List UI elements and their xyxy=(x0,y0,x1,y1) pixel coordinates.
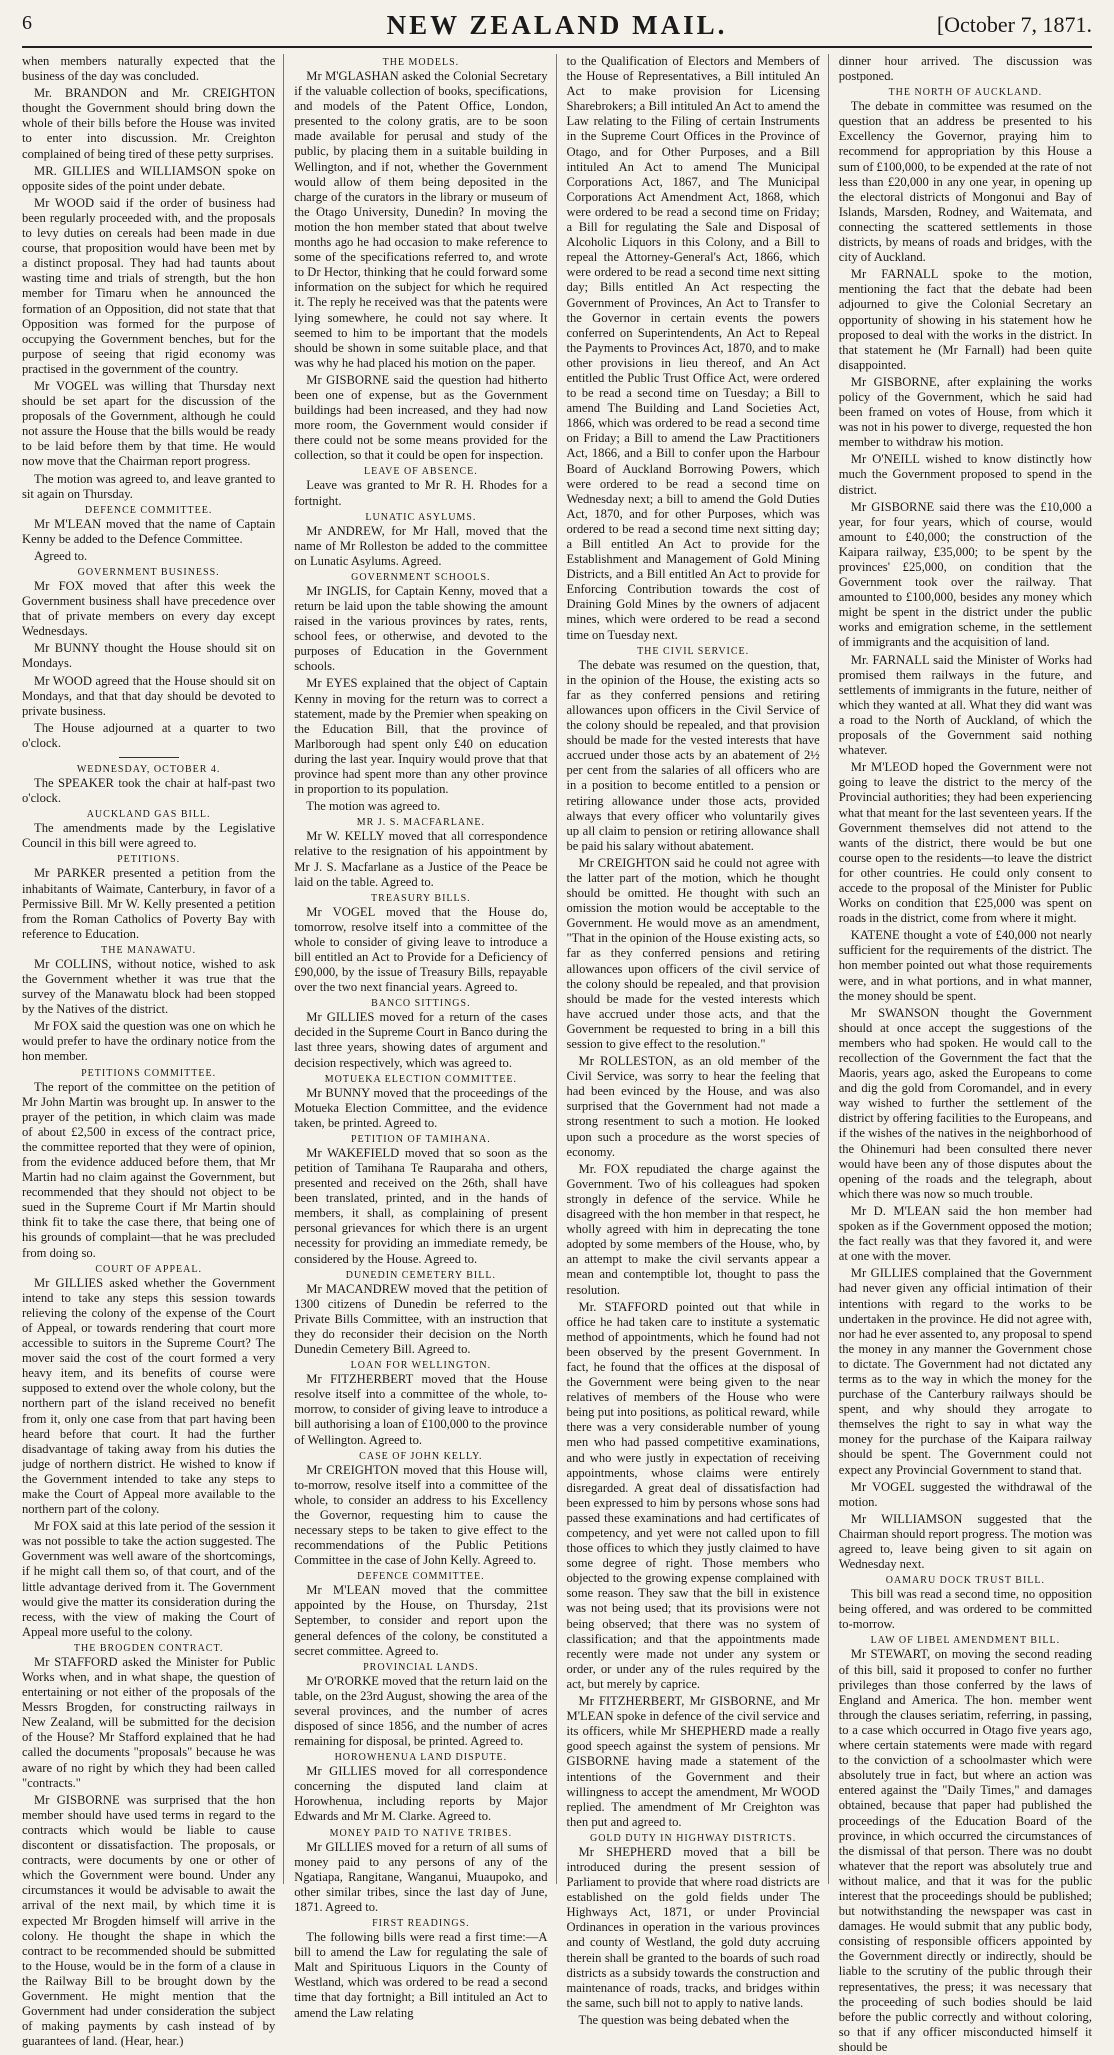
article-paragraph: The following bills were read a first time:—A bill to amend the Law for regulating the sale of Malt and Spirituous Liquors in the County of Westland, which was ordered to be read a second time that day fortnight; a Bill intituled an Act to amend the Law relating xyxy=(294,1930,548,2020)
article-paragraph: Mr O'NEILL wished to know distinctly how much the Government proposed to spend in the district. xyxy=(838,452,1092,497)
article-paragraph: The amendments made by the Legislative Council in this bill were agreed to. xyxy=(22,821,276,851)
article-paragraph: MR. GILLIES and WILLIAMSON spoke on opposite sides of the point under debate. xyxy=(22,163,276,193)
article-paragraph: Mr GISBORNE said there was the £10,000 a year, for four years, which of course, would amount to £40,000; the construction of the Kaipara railway, £35,000; to be spent by the provinces' £25,000, on condition that the Government took over the railway. That amounted to £100,000, besides any money which might be spent in the district under the public works and emigration scheme, in the settlement of immigrants and the acquisition of land. xyxy=(838,499,1092,650)
section-heading: LOAN FOR WELLINGTON. xyxy=(350,1360,492,1372)
article-paragraph: Mr WOOD agreed that the House should sit on Mondays, and that that day should be devoted to private business. xyxy=(22,673,276,718)
section-heading: GOLD DUTY IN HIGHWAY DISTRICTS. xyxy=(589,1832,797,1844)
article-paragraph: Mr VOGEL was willing that Thursday next should be set apart for the discussion of the proposals of the Government, although he could not assure the House that the bills would be ready to be laid before them by that time. He would now move that the Chairman report progress. xyxy=(22,378,276,469)
section-heading: LAW OF LIBEL AMENDMENT BILL. xyxy=(870,1635,1061,1647)
section-heading: THE CIVIL SERVICE. xyxy=(637,645,750,657)
article-paragraph: Mr W. KELLY moved that all correspondence relative to the resignation of his appointment by Mr J. S. Macfarlane as a Justice of the Peace be laid on the table. Agreed to. xyxy=(294,829,548,889)
article-paragraph: Mr D. M'LEAN said the hon member had spoken as if the Government opposed the motion; the fact really was that they favored it, and were at one with the mover. xyxy=(838,1203,1092,1264)
article-paragraph: Mr VOGEL suggested the withdrawal of the motion. xyxy=(838,1479,1092,1509)
issue-date: [October 7, 1871. xyxy=(936,12,1092,37)
section-heading: PETITIONS. xyxy=(117,854,181,866)
section-heading: THE MODELS. xyxy=(382,57,460,68)
article-paragraph: to the Qualification of Electors and Members of the House of Representatives, a Bill intituled An Act to make provision for Licensing Sharebrokers; a Bill intituled An Act to amend the Law relating to the Filing of certain Instruments in the Supreme Court Offices in the Province of Otago, and for Other Purposes, and a Bill intituled An Act to amend The Municipal Corporations Act, 1867, and The Municipal Corporations Act Amendment Act, 1868, which were ordered to be read a second time on Friday; a Bill for regulating the Sale and Disposal of Alcoholic Liquors in this Colony, and a Bill to repeal the Attorney-General's Act, 1866, which were ordered to be read a second time next sitting day; Bills entitled An Act respecting the Government of Provinces, An Act to Transfer to the Governor in certain events the powers conferred on Superintendents, An Act to Repeal the Payments to Provinces Act, 1870, and to make other provisions in lieu thereof, and An Act entitled the Public Trust Office Act, were ordered to be read a second time on Tuesday; a Bill to amend The Building and Land Societies Act, 1866, which was ordered to be read a second time on Friday; a Bill to amend the Law Practitioners Act, 1866, and a Bill to confer upon the Harbour Board of Auckland Borrowing Powers, which were ordered to be read a second time on Wednesday next; a bill to amend the Gold Duties Act, 1870, and for other Purposes, which was ordered to be read a second time next sitting day; a Bill entitled An Act to provide for the Establishment and Management of Gold Mining Districts, and a Bill entitled An Act to provide for Enforcing Contribution towards the cost of Draining Gold Mines by the owners of adjacent mines, which were ordered to be read a second time on Tuesday next. xyxy=(566,54,820,642)
column-3 xyxy=(566,54,829,2027)
section-heading: COURT OF APPEAL. xyxy=(95,1263,202,1275)
section-heading: GOVERNMENT BUSINESS. xyxy=(77,567,220,578)
article-paragraph: The debate was resumed on the question, that, in the opinion of the House, the existing acts so far as they conferred pensions and retiring allowances upon officers in the Civil Service of the colony should be repealed, and that provision should be made for the vested interests that have accrued under those acts by an abatement of 2½ per cent from the salaries of all officers who are in a position to become entitled to a pension or retiring allowance under those acts, provided always that every officer who voluntarily gives up all claim to pension or retiring allowance shall be paid his salary without abatement. xyxy=(566,657,820,853)
article-paragraph: Mr GILLIES complained that the Government had never given any official intimation of their intentions with regard to the works to be undertaken in the province. He did not agree with, nor had he ever assented to, any proposal to spend the money in any manner the Government chose to dictate. The Government had not dictated any terms as to the way in which the money for the purchase of the Canterbury railways should be spent, and why should they arrogate to themselves the right to say in what way the money for the purchase of the Kaipara railway should be spent. The Government could not expect any Provincial Government to stand that. xyxy=(838,1266,1092,1477)
article-paragraph: Mr M'LEOD hoped the Government were not going to leave the district to the mercy of the Provincial authorities; they had been experiencing what that meant for the last seventeen years. If the Government themselves did not attend to the wants of the district, there would be but one course open to the residents—to leave the district for other countries. He could only consent to accede to the proposal of the Minister for Public Works on condition that £25,000 was spent on roads in the district, come from where it might. xyxy=(838,760,1092,926)
article-paragraph: Leave was granted to Mr R. H. Rhodes for a fortnight. xyxy=(294,478,548,508)
section-heading: BANCO SITTINGS. xyxy=(371,998,471,1010)
article-paragraph: Mr STEWART, on moving the second reading of this bill, said it proposed to confer no further privileges than those conferred by the laws of England and America. The hon. member went through the clauses seriatim, referring, in passing, to a case which occurred in Otago five years ago, where certain statements were made with regard to the conviction of a schoolmaster which were absolutely true in fact, but where an action was entered against the "Daily Times," and damages obtained, because that paper had published the proceedings of the Education Board of the province, in which occurred the circumstances of the dismissal of that person. There was no doubt whatever that the report was absolutely true and without malice, and that it was for the public interest that the proceedings should be published; but notwithstanding the newspaper was cast in damages. He would submit that any public body, consisting of responsible officers appointed by the Government directly or indirectly, should be liable to the scrutiny of the public through their representatives, the press; it was necessary that the proceeding of such bodies should be laid before the public correctly and without coloring, so that if any officer misconducted himself it should be xyxy=(838,1647,1092,2054)
section-heading: THE BROGDEN CONTRACT. xyxy=(73,1642,224,1654)
article-paragraph: The question was being debated when the xyxy=(578,2012,790,2027)
article-paragraph: Mr. STAFFORD pointed out that while in office he had taken care to institute a systematic method of appointments, which he found had not been observed by the present Government. In fact, he found that the offices at the disposal of the Government were being given to the near relatives of members of the House who were being put into positions, as political reward, while there was a very considerable number of young men who had passed competitive examinations, and who were justly in expectation of receiving appointments, whose claims were entirely disregarded. A great deal of dissatisfaction had been expressed to him by persons whose sons had passed these examinations and had certificates of competency, and yet were not called upon to fill those offices to which they justly claimed to have some degree of right. Those members who objected to the growing expense complained with some reason. They saw that the bill in existence was not being used; that its provisions were not being observed; that there was no system of classification; and that the appointments made recently were made not under any system or order, or under any of the rules required by the act, but merely by caprice. xyxy=(566,1299,820,1691)
article-paragraph: Mr WAKEFIELD moved that so soon as the petition of Tamihana Te Rauparaha and others, presented and received on the 26th, shall have been translated, printed, and in the hands of members, it shall, as complaining of present personal grievances for which there is an urgent necessity for providing an immediate remedy, be considered by the House. Agreed to. xyxy=(294,1145,548,1266)
article-paragraph: dinner hour arrived. The discussion was postponed. xyxy=(838,54,1092,84)
section-divider xyxy=(119,757,179,758)
article-paragraph: Mr GILLIES asked whether the Government intend to take any steps this session towards relieving the colony of the expense of the Court of Appeal, or towards rendering that court more accessible to suitors in the Supreme Court? The mover said the cost of the court formed a very heavy item, and its benefits of course were supposed to extend over the whole colony, but the northern part of the island received no benefit from it, only one case from that part having been heard before that court. It had the further disadvantage of taking away from his duties the judge of northern district. He wished to know if the Government intended to take any steps to make the Court of Appeal more available to the northern part of the colony. xyxy=(22,1275,276,1517)
section-heading: DEFENCE COMMITTEE. xyxy=(357,1571,485,1583)
column-4 xyxy=(838,54,1092,2054)
article-paragraph: Mr FOX moved that after this week the Government business shall have precedence over that of private members on every day except Wednesdays. xyxy=(22,579,276,639)
article-paragraph: Mr FOX said the question was one on which he would prefer to have the ordinary notice from the hon member. xyxy=(22,1019,276,1064)
article-paragraph: Mr BUNNY moved that the proceedings of the Motueka Election Committee, and the evidence taken, be printed. Agreed to. xyxy=(294,1085,548,1130)
section-heading: DUNEDIN CEMETERY BILL. xyxy=(345,1269,496,1281)
section-heading: AUCKLAND GAS BILL. xyxy=(86,809,211,821)
section-heading: HOROWHENUA LAND DISPUTE. xyxy=(334,1752,508,1764)
article-paragraph: Mr MACANDREW moved that the petition of 1300 citizens of Dunedin be referred to the Private Bills Committee, with an instruction that they do reconsider their decision on the North Dunedin Cemetery Bill. Agreed to. xyxy=(294,1281,548,1357)
paper-title: NEW ZEALAND MAIL. xyxy=(386,10,728,40)
article-paragraph: Mr WILLIAMSON suggested that the Chairman should report progress. The motion was agreed to, leave being given to sit again on Wednesday next. xyxy=(838,1511,1092,1572)
section-heading: OAMARU DOCK TRUST BILL. xyxy=(885,1575,1046,1587)
article-paragraph: Mr VOGEL moved that the House do, tomorrow, resolve itself into a committee of the whole to consider of giving leave to introduce a bill entitled an Act to Provide for a Deficiency of £90,000, by the issue of Treasury Bills, repayable over the two next financial years. Agreed to. xyxy=(294,904,548,995)
section-heading: GOVERNMENT SCHOOLS. xyxy=(351,571,491,583)
article-columns xyxy=(22,54,1092,2054)
article-paragraph: Mr INGLIS, for Captain Kenny, moved that a return be laid upon the table showing the amount raised in the various provinces by rates, rents, school fees, or otherwise, and devoted to the purposes of Education in the Government schools. xyxy=(294,583,548,674)
section-heading: DEFENCE COMMITTEE. xyxy=(84,504,213,516)
article-paragraph: Mr STAFFORD asked the Minister for Public Works when, and in what shape, the question of entertaining or not either of the proposals of the Messrs Brogden, for constructing railways in New Zealand, will be submitted for the decision of the House? Mr Stafford explained that he had called the documents "proposals" because he was aware of no right by which they had been called "contracts." xyxy=(22,1654,276,1790)
column-1 xyxy=(22,54,284,2049)
article-paragraph: Mr M'LEAN moved that the name of Captain Kenny be added to the Defence Committee. xyxy=(22,516,276,546)
article-paragraph: Mr EYES explained that the object of Captain Kenny in moving for the return was to correct a statement, made by the Premier when speaking on the Education Bill, that the province of Marlborough had spent only £40 on education during the last year. Inquiry would prove that that province had spent more than any other province in proportion to its population. xyxy=(294,676,548,797)
article-paragraph: Mr FITZHERBERT, Mr GISBORNE, and Mr M'LEAN spoke in defence of the civil service and its officers, while Mr SHEPHERD made a really good speech against the system of pensions. Mr GISBORNE having made a statement of the intentions of the Government and their willingness to accept the amendment, Mr WOOD replied. The amendment of Mr Creighton was then put and agreed to. xyxy=(566,1694,820,1829)
section-heading: TREASURY BILLS. xyxy=(371,892,471,904)
article-paragraph: Mr CREIGHTON said he could not agree with the latter part of the motion, which he thought should be omitted. He thought with such an omission the motion would be acceptable to the Government. He would move as an amendment, "That in the opinion of the House existing acts, so far as they conferred pensions and retiring allowances upon officers of the civil service of the colony should be repealed, and that provision should be made for the vested interests which have accrued under those acts, and that the Government be requested to bring in a bill this session to give effect to the resolution." xyxy=(566,855,820,1051)
article-paragraph: Mr GISBORNE said the question had hitherto been one of expense, but as the Government buildings had been increased, and they had now more room, the Government would consider if there could not be some means provided for the collection, so that it could be open for inspection. xyxy=(294,372,548,463)
article-paragraph: when members naturally expected that the business of the day was concluded. xyxy=(22,54,276,84)
article-paragraph: Mr. BRANDON and Mr. CREIGHTON thought the Government should bring down the whole of their bills before the House was invited to enter into discussion. Mr. Creighton complained of being tired of these petty surprises. xyxy=(22,86,276,161)
section-heading: MOTUEKA ELECTION COMMITTEE. xyxy=(324,1073,517,1085)
article-paragraph: Mr. FARNALL said the Minister of Works had promised them railways in the future, and settlements of immigrants in the future, neither of which they wanted at all. What they did want was a road to the North of Auckland, of which the proposals of the Government said nothing whatever. xyxy=(838,652,1092,758)
page-number: 6 xyxy=(22,12,32,34)
section-heading: LUNATIC ASYLUMS. xyxy=(365,511,477,523)
article-paragraph: The motion was agreed to. xyxy=(306,799,441,814)
article-paragraph: Mr GILLIES moved for a return of the cases decided in the Supreme Court in Banco during the last three years, showing dates of argument and decision respectively, which was agreed to. xyxy=(294,1010,548,1070)
article-paragraph: KATENE thought a vote of £40,000 not nearly sufficient for the requirements of the district. The hon member pointed out what those requirements were, and in what portions, and in what manner, the money should be spent. xyxy=(838,928,1092,1003)
masthead xyxy=(22,10,1092,48)
article-paragraph: This bill was read a second time, no opposition being offered, and was ordered to be committed to-morrow. xyxy=(838,1587,1092,1632)
article-paragraph: Mr FARNALL spoke to the motion, mentioning the fact that the debate had been adjourned to give the Colonial Secretary an opportunity of showing in his statement how he proposed to deal with the works in the district. In that statement he (Mr Farnall) had been quite disappointed. xyxy=(838,267,1092,372)
article-paragraph: Mr SWANSON thought the Government should at once accept the suggestions of the members who had spoken. He would call to the recollection of the Government the fact that the Maoris, years ago, asked the Europeans to come and dig the gold from Coromandel, and in every way wished to further the settlement of the district by offering facilities to the Europeans, and if the wishes of the natives in the neighborhood of the Ohinemuri had been consulted there never would have been any of those disputes about the opening of the roads and the telegraph, about which there was now so much trouble. xyxy=(838,1005,1092,1201)
section-heading: PETITION OF TAMIHANA. xyxy=(351,1133,491,1145)
article-paragraph: Mr M'GLASHAN asked the Colonial Secretary if the valuable collection of books, specifications, and models of the Patent Office, London, presented to the colony gratis, are to be soon made available for perusal and study of the public, by placing them in a suitable building in Wellington, and if not, whether the Government would allow of them being deposited in the charge of the curators in the library or museum of the Otago University, Dunedin? In moving the motion the hon member stated that about twelve months ago he had occasion to make reference to some of the specifications referred to, and wrote to Dr Hector, thinking that he could forward some information on the subject for which he required it. The reply he received was that the patents were lying somewhere, he could not say where. It seemed to him to be important that the models should be shown in some suitable place, and that was why he had placed his motion on the paper. xyxy=(294,69,548,370)
article-paragraph: Mr SHEPHERD moved that a bill be introduced during the present session of Parliament to provide that where road districts are established on the gold fields under The Highways Act, 1871, or under Provincial Ordinances in operation in the various provinces and county of Westland, the gold duty accruing therein shall be granted to the boards of such road districts as a subsidy towards the construction and maintenance of roads, tracks, and bridges within the same, such bill not to apply to native lands. xyxy=(566,1844,820,2010)
article-paragraph: Mr. FOX repudiated the charge against the Government. Two of his colleagues had spoken strongly in defence of the service. While he disagreed with the hon member in that respect, he wholly agreed with him in deprecating the tone adopted by some members of the House, who, by an attempt to make the civil servants appear a mean and contemptible lot, thought to pass the resolution. xyxy=(566,1161,820,1297)
section-heading: THE MANAWATU. xyxy=(101,944,197,956)
section-heading: LEAVE OF ABSENCE. xyxy=(363,466,478,478)
article-paragraph: The House adjourned at a quarter to two o'clock. xyxy=(22,720,276,750)
section-heading: CASE OF JOHN KELLY. xyxy=(359,1450,483,1462)
section-heading: PROVINCIAL LANDS. xyxy=(363,1661,479,1673)
article-paragraph: Agreed to. xyxy=(34,548,88,563)
article-paragraph: Mr ROLLESTON, as an old member of the Civil Service, was sorry to hear the feeling that had been evinced by the House, and was also surprised that the Government had not made a strong resentment to such a motion. He looked upon such a procedure as the worst species of economy. xyxy=(566,1054,820,1159)
section-heading: MONEY PAID TO NATIVE TRIBES. xyxy=(329,1827,513,1839)
column-2 xyxy=(294,54,556,2020)
section-heading: WEDNESDAY, OCTOBER 4. xyxy=(76,764,221,776)
article-paragraph: Mr GILLIES moved for all correspondence concerning the disputed land claim at Horowhenua, including reports by Major Edwards and Mr M. Clarke. Agreed to. xyxy=(294,1764,548,1824)
article-paragraph: Mr GISBORNE was surprised that the hon member should have used terms in regard to the contracts which would be liable to cause discontent or dissatisfaction. The proposals, or contracts, were documents by one or other of which the Government were bound. Under any circumstances it would be advisable to await the arrival of the next mail, by which time it is expected Mr Brogden himself will arrive in the colony. He thought the shape in which the contract to be recommended should be submitted to the House, would be in the form of a clause in the Railway Bill to be brought down by the Government. He might mention that the Government had under consideration the subject of making payments by cash instead of by guarantees of land. (Hear, hear.) xyxy=(22,1792,276,2049)
article-paragraph: The debate in committee was resumed on the question that an address be presented to his Excellency the Governor, praying him to recommend for appropriation by this House a sum of £100,000, to be expended at the rate of not less than £20,000 in any one year, in opening up the electoral districts of Mongonui and Bay of Islands, Marsden, Rodney, and Waitemata, and connecting the scattered settlements in those districts, by means of roads and bridges, with the city of Auckland. xyxy=(838,99,1092,265)
article-paragraph: Mr O'RORKE moved that the return laid on the table, on the 23rd August, showing the area of the several provinces, and the number of acres disposed of since 1856, and the number of acres remaining for disposal, be printed. Agreed to. xyxy=(294,1673,548,1749)
article-paragraph: Mr M'LEAN moved that the committee appointed by the House, on Thursday, 21st September, to consider and report upon the general defences of the colony, be constituted a secret committee. Agreed to. xyxy=(294,1583,548,1658)
article-paragraph: Mr CREIGHTON moved that this House will, to-morrow, resolve itself into a committee of the whole, to consider an address to his Excellency the Governor, requesting him to cause the necessary steps to be taken to give effect to the recommendations of the Public Petitions Committee in the case of John Kelly. Agreed to. xyxy=(294,1462,548,1568)
section-heading: THE NORTH OF AUCKLAND. xyxy=(888,87,1043,99)
section-heading: MR J. S. MACFARLANE. xyxy=(356,817,485,829)
section-heading: PETITIONS COMMITTEE. xyxy=(81,1067,217,1079)
article-paragraph: Mr COLLINS, without notice, wished to ask the Government whether it was true that the survey of the Manawatu block had been stopped by the Natives of the district. xyxy=(22,956,276,1017)
article-paragraph: The report of the committee on the petition of Mr John Martin was brought up. In answer to the prayer of the petition, in which claim was made of about £2,500 in excess of the contract price, the committee reported that they were of opinion, from the evidence adduced before them, that Mr Martin had no claim against the Government, but recommended that they should not object to be sued in the Supreme Court if Mr Martin should think fit to take the case there, that being one of his grounds of complaint—that he was precluded from doing so. xyxy=(22,1079,276,1260)
article-paragraph: The motion was agreed to, and leave granted to sit again on Thursday. xyxy=(22,471,276,501)
article-paragraph: Mr PARKER presented a petition from the inhabitants of Waimate, Canterbury, in favor of a Permissive Bill. Mr W. Kelly presented a petition from the Roman Catholics of Poverty Bay with reference to Education. xyxy=(22,866,276,941)
article-paragraph: Mr BUNNY thought the House should sit on Mondays. xyxy=(22,641,276,671)
section-heading: FIRST READINGS. xyxy=(372,1918,470,1930)
article-paragraph: Mr FITZHERBERT moved that the House resolve itself into a committee of the whole, to-morrow, to consider of giving leave to introduce a bill authorising a loan of £100,000 to the province of Wellington. Agreed to. xyxy=(294,1372,548,1447)
article-paragraph: The SPEAKER took the chair at half-past two o'clock. xyxy=(22,776,276,806)
article-paragraph: Mr GILLIES moved for a return of all sums of money paid to any persons of any of the Ngatiapa, Rangitane, Wanganui, Muaupoko, and other similar tribes, since the last day of June, 1871. Agreed to. xyxy=(294,1839,548,1914)
article-paragraph: Mr ANDREW, for Mr Hall, moved that the name of Mr Rolleston be added to the committee on Lunatic Asylums. Agreed. xyxy=(294,523,548,568)
article-paragraph: Mr FOX said at this late period of the session it was not possible to take the action suggested. The Government was well aware of the shortcomings, if he might call them so, of that court, and of the little advantage derived from it. The Government would give the matter its consideration during the recess, with the view of making the Court of Appeal more useful to the colony. xyxy=(22,1519,276,1639)
article-paragraph: Mr GISBORNE, after explaining the works policy of the Government, which he said had been framed on votes of House, from which it was not in his power to diverge, requested the hon member to withdraw his motion. xyxy=(838,374,1092,450)
article-paragraph: Mr WOOD said if the order of business had been regularly proceeded with, and the proposals to levy duties on cereals had been made in due course, that proposition would have been met by a distinct proposal. They had had taunts about wasting time and trials of strength, but the hon member for Timaru when he announced the formation of an Opposition, did not state that that Opposition was formed for the purpose of occupying the Government benches, but for the purpose of seeing that rigid economy was practised in the government of the country. xyxy=(22,195,276,376)
